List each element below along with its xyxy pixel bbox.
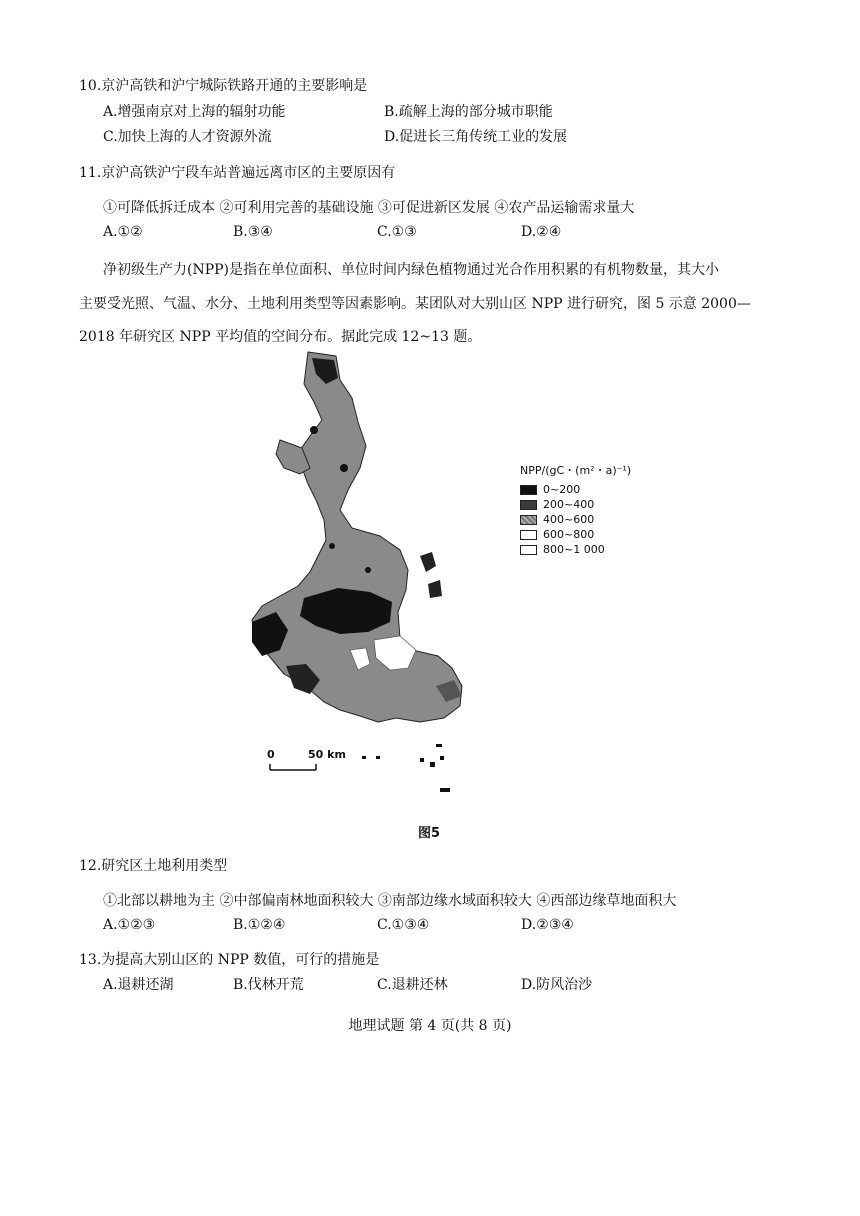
- legend-item: [520, 512, 631, 527]
- npp-map-figure: [240, 350, 620, 810]
- map-island-east-2: [428, 580, 442, 598]
- passage-line-2: 主要受光照、气温、水分、土地利用类型等因素影响。某团队对大别山区 NPP 进行研究，图 5 示意 2000—: [79, 296, 751, 312]
- question-10-option-c[interactable]: C.加快上海的人才资源外流: [103, 129, 272, 145]
- passage-line-3: 2018 年研究区 NPP 平均值的空间分布。据此完成 12~13 题。: [79, 329, 482, 345]
- scale-zero-label: 0: [267, 748, 275, 761]
- legend-swatch: [520, 515, 537, 525]
- question-13-option-c[interactable]: C.退耕还林: [377, 977, 448, 993]
- question-10-option-d[interactable]: D.促进长三角传统工业的发展: [384, 129, 568, 145]
- question-11-stem: 11.京沪高铁沪宁段车站普遍远离市区的主要原因有: [79, 165, 396, 181]
- question-11-option-d[interactable]: D.②④: [521, 224, 562, 240]
- question-12-option-c[interactable]: C.①③④: [377, 917, 430, 933]
- question-12-items: ①北部以耕地为主 ②中部偏南林地面积较大 ③南部边缘水域面积较大 ④西部边缘草地面积大: [103, 893, 677, 909]
- question-13-option-b[interactable]: B.伐林开荒: [233, 977, 304, 993]
- legend-item: [520, 482, 631, 497]
- question-11-option-c[interactable]: C.①③: [377, 224, 417, 240]
- question-13-option-a[interactable]: A.退耕还湖: [103, 977, 174, 993]
- legend-label: 600~800: [543, 528, 595, 541]
- legend-swatch: [520, 545, 537, 555]
- legend-swatch: [520, 485, 537, 495]
- legend-label: 200~400: [543, 498, 595, 511]
- question-12-option-d[interactable]: D.②③④: [521, 917, 574, 933]
- question-11-option-a[interactable]: A.①②: [103, 224, 143, 240]
- legend-swatch: [520, 530, 537, 540]
- question-12-option-a[interactable]: A.①②③: [103, 917, 156, 933]
- figure-caption: 图5: [418, 826, 441, 841]
- question-10-option-a[interactable]: A.增强南京对上海的辐射功能: [103, 104, 286, 120]
- question-10-option-b[interactable]: B.疏解上海的部分城市职能: [384, 104, 553, 120]
- legend-item: [520, 497, 631, 512]
- question-13-option-d[interactable]: D.防风治沙: [521, 977, 593, 993]
- question-12-option-b[interactable]: B.①②④: [233, 917, 286, 933]
- passage-line-1: 净初级生产力(NPP)是指在单位面积、单位时间内绿色植物通过光合作用积累的有机物数量，其大小: [103, 262, 720, 278]
- map-island-east-1: [420, 552, 436, 572]
- map-legend: [520, 462, 631, 557]
- legend-label: 0~200: [543, 483, 581, 496]
- legend-label: 800~1 000: [543, 543, 605, 556]
- question-11-items: ①可降低拆迁成本 ②可利用完善的基础设施 ③可促进新区发展 ④农产品运输需求量大: [103, 200, 635, 216]
- page-footer: 地理试题 第 4 页(共 8 页): [348, 1018, 512, 1034]
- question-11-option-b[interactable]: B.③④: [233, 224, 273, 240]
- legend-label: 400~600: [543, 513, 595, 526]
- legend-title: NPP/(gC・(m²・a)⁻¹): [520, 464, 632, 477]
- legend-item: [520, 527, 631, 542]
- scale-distance-label: 50 km: [308, 748, 346, 761]
- question-13-stem: 13.为提高大别山区的 NPP 数值，可行的措施是: [79, 952, 380, 968]
- legend-swatch: [520, 500, 537, 510]
- legend-item: [520, 542, 631, 557]
- npp-map: [240, 350, 620, 810]
- question-10-stem: 10.京沪高铁和沪宁城际铁路开通的主要影响是: [79, 78, 368, 94]
- question-12-stem: 12.研究区土地利用类型: [79, 858, 228, 874]
